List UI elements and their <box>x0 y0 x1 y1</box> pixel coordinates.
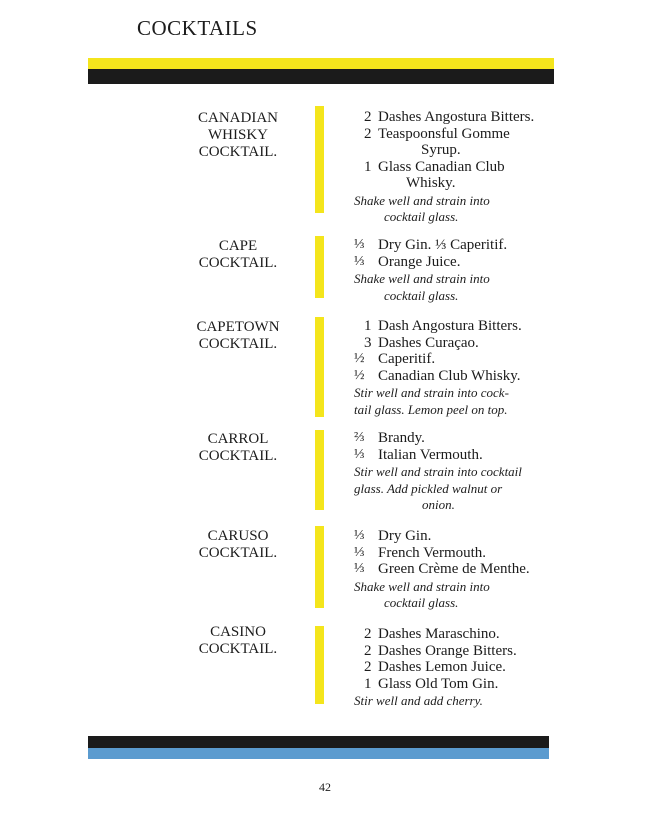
ingredient-list <box>354 237 564 304</box>
instruction: Shake well and strain into cocktail glass. <box>354 578 490 610</box>
bottom-decorative-band <box>88 736 549 759</box>
ingredient: ⅓ Green Crème de Menthe. <box>354 561 530 577</box>
ingredient: ⅓ French Vermouth. <box>354 544 487 561</box>
ingredient: ⅓ Italian Vermouth. <box>354 446 483 463</box>
recipe-name-line: COCKTAIL. <box>198 641 278 657</box>
recipe-name-line: CARROL <box>207 431 269 447</box>
instruction: Stir well and add cherry. <box>354 693 483 708</box>
ingredient: ⅔ Brandy. <box>354 430 425 446</box>
ingredient: 2 Dashes Angostura Bitters. <box>364 109 535 125</box>
recipe-name-line: CANADIAN <box>198 110 278 126</box>
ingredient: 2 Teaspoonsful Gomme Syrup. <box>364 125 510 158</box>
recipe-name-line: CAPE <box>218 238 258 254</box>
instruction: Shake well and strain into cocktail glass. <box>354 271 490 303</box>
bottom-black-stripe <box>88 736 549 748</box>
recipe-name-line: COCKTAIL. <box>198 336 278 352</box>
top-yellow-stripe <box>88 58 554 69</box>
page-title: COCKTAILS <box>137 16 258 40</box>
recipe-name-line: COCKTAIL. <box>198 545 278 561</box>
ingredient: ½ Caperitif. <box>354 351 436 367</box>
top-decorative-band <box>88 58 554 84</box>
yellow-divider-bar <box>315 430 324 510</box>
ingredient: 1 Glass Canadian Club Whisky. <box>364 158 505 191</box>
yellow-divider-bar <box>315 626 324 704</box>
ingredient-list <box>354 109 564 226</box>
ingredient: 2 Dashes Lemon Juice. <box>364 659 506 675</box>
bottom-blue-stripe <box>88 748 549 759</box>
instruction: Stir well and strain into cocktail glass. Add pickled walnut or onion. <box>354 464 522 512</box>
page-number: 42 <box>319 780 331 794</box>
yellow-divider-bar <box>315 317 324 417</box>
instruction: Stir well and strain into cock- tail glass. Lemon peel on top. <box>354 385 509 417</box>
ingredient: 2 Dashes Maraschino. <box>364 626 500 642</box>
ingredient-list <box>354 318 564 418</box>
ingredient: 1 Dash Angostura Bitters. <box>364 318 522 334</box>
ingredient: 2 Dashes Orange Bitters. <box>364 642 517 659</box>
ingredient-list <box>354 430 564 514</box>
ingredient: ⅓ Orange Juice. <box>354 253 461 270</box>
recipe-name <box>180 238 296 272</box>
recipe-name-line: CARUSO <box>207 528 269 544</box>
ingredient: ⅓ Dry Gin. <box>354 528 432 544</box>
recipe-name-line: WHISKY <box>208 127 268 143</box>
instruction: Shake well and strain into cocktail glass. <box>354 192 490 224</box>
recipe-name-line: COCKTAIL. <box>198 448 278 464</box>
recipe-name-line: COCKTAIL. <box>198 255 278 271</box>
recipe-name <box>180 431 296 465</box>
yellow-divider-bar <box>315 526 324 608</box>
ingredient: 1 Glass Old Tom Gin. <box>364 675 499 692</box>
recipe-name <box>180 528 296 562</box>
ingredient: ½ Canadian Club Whisky. <box>354 367 521 384</box>
yellow-divider-bar <box>315 236 324 298</box>
ingredient-list <box>354 528 564 612</box>
recipe-name-line: COCKTAIL. <box>198 144 278 160</box>
recipe-name-line: CASINO <box>210 624 266 640</box>
top-black-stripe <box>88 69 554 84</box>
recipe-name <box>180 110 296 161</box>
recipe-name <box>180 624 296 658</box>
ingredient: ⅓ Dry Gin. ⅓ Caperitif. <box>354 237 508 253</box>
ingredient: 3 Dashes Curaçao. <box>364 334 479 351</box>
recipe-name <box>180 319 296 353</box>
ingredient-list <box>354 626 564 710</box>
yellow-divider-bar <box>315 106 324 213</box>
recipe-name-line: CAPETOWN <box>196 319 280 335</box>
